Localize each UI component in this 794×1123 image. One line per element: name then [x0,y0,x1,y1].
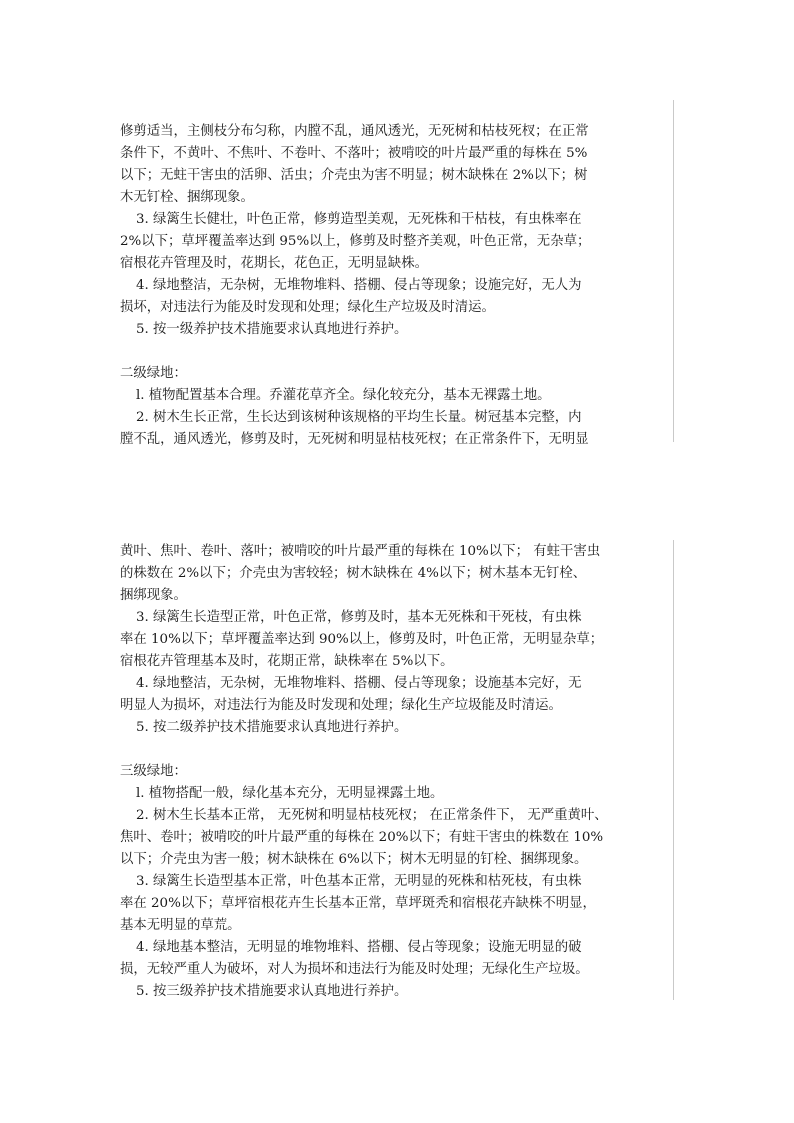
text-line: 以下；介壳虫为害一般；树木缺株在 6%以下；树木无明显的钉栓、捆绑现象。 [120,852,588,867]
text-line: 基本无明显的草荒。 [120,918,241,933]
text-line: 4. 绿地基本整洁，无明显的堆物堆料、搭棚、侵占等现象；设施无明显的破 [136,940,582,955]
text-line: 5. 按一级养护技术措施要求认真地进行养护。 [136,322,408,337]
text-line: 条件下，不黄叶、不焦叶、不卷叶、不落叶；被啃咬的叶片最严重的每株在 5% [120,146,588,161]
text-line: 修剪适当，主侧枝分布匀称，内膛不乱，通风透光，无死树和枯枝死杈；在正常 [120,124,589,139]
text-line: 明显人为损坏，对违法行为能及时发现和处理；绿化生产垃圾能及时清运。 [120,698,562,713]
text-line: 3. 绿篱生长造型基本正常，叶色基本正常，无明显的死株和枯死枝，有虫株 [136,874,582,889]
text-line: 率在 20%以下；草坪宿根花卉生长基本正常，草坪斑秃和宿根花卉缺株不明显， [120,896,596,911]
blank-line [120,341,680,363]
text-line: l. 植物搭配一般，绿化基本充分，无明显裸露土地。 [136,786,444,801]
text-line: 以下；无蛀干害虫的活卵、活虫；介壳虫为害不明显；树木缺株在 2%以下；树 [120,168,588,183]
document-text-bottom [120,541,680,1003]
text-line: 5. 按二级养护技术措施要求认真地进行养护。 [136,720,408,735]
text-line: 5. 按三级养护技术措施要求认真地进行养护。 [136,984,408,999]
text-line: 膛不乱，通风透光，修剪及时，无死树和明显枯枝死杈；在正常条件下，无明显 [120,432,589,447]
text-line: 3. 绿篱生长健壮，叶色正常，修剪造型美观，无死株和干枯枝，有虫株率在 [136,212,582,227]
text-line: 4. 绿地整洁，无杂树，无堆物堆料、搭棚、侵占等现象；设施完好，无人为 [136,278,582,293]
text-line: 3. 绿篱生长造型正常，叶色正常，修剪及时，基本无死株和干死枝，有虫株 [136,610,582,625]
text-line: 二级绿地： [120,366,187,381]
text-line: 2%以下；草坪覆盖率达到 95%以上，修剪及时整齐美观，叶色正常，无杂草； [120,234,591,249]
text-line: 三级绿地： [120,764,187,779]
text-line: 木无钉栓、捆绑现象。 [120,190,254,205]
text-line: 2. 树木生长正常，生长达到该树种该规格的平均生长量。树冠基本完整，内 [136,410,582,425]
text-line: 率在 10%以下；草坪覆盖率达到 90%以上，修剪及时，叶色正常，无明显杂草； [120,632,604,647]
text-line: 焦叶、卷叶；被啃咬的叶片最严重的每株在 20%以下；有蛀干害虫的株数在 10% [120,830,604,845]
text-line: 宿根花卉管理基本及时，花期正常，缺株率在 5%以下。 [120,654,454,669]
text-line: 宿根花卉管理及时，花期长，花色正，无明显缺株。 [120,256,428,271]
text-line: 捆绑现象。 [120,588,187,603]
text-line: 的株数在 2%以下；介壳虫为害较轻；树木缺株在 4%以下；树木基本无钉栓、 [120,566,587,581]
text-line: 黄叶、焦叶、卷叶、落叶；被啃咬的叶片最严重的每株在 10%以下； 有蛀干害虫 [120,544,601,559]
document-text-top [120,121,680,451]
text-line: l. 植物配置基本合理。乔灌花草齐全。绿化较充分，基本无裸露土地。 [136,388,551,403]
text-line: 2. 树木生长基本正常， 无死树和明显枯枝死杈； 在正常条件下， 无严重黄叶、 [136,808,608,823]
blank-line [120,739,680,761]
text-line: 4. 绿地整洁，无杂树，无堆物堆料、搭棚、侵占等现象；设施基本完好，无 [136,676,582,691]
text-line: 损坏，对违法行为能及时发现和处理；绿化生产垃圾及时清运。 [120,300,495,315]
text-line: 损，无较严重人为破坏，对人为损坏和违法行为能及时处理；无绿化生产垃圾。 [120,962,589,977]
